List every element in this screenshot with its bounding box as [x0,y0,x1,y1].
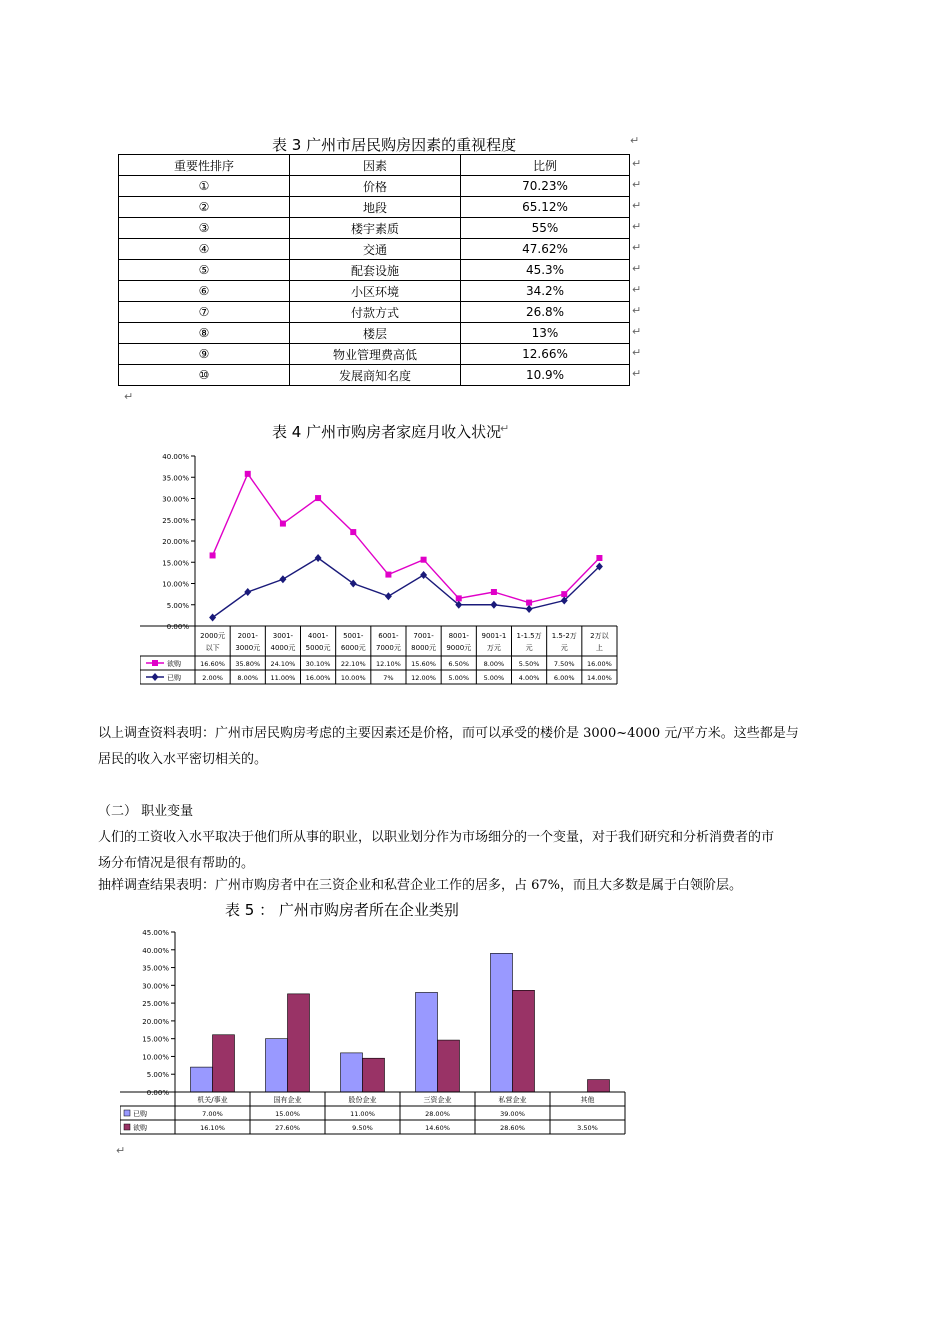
x-tick-label: 万元 [486,644,501,652]
legend-label: 已购 [167,674,181,682]
y-tick-label: 20.00% [162,538,189,546]
table-row [119,365,630,386]
y-tick-label: 35.00% [142,964,169,973]
data-label: 27.60% [275,1124,300,1132]
data-label: 15.60% [411,660,436,668]
table-cell: 配套设施 [290,260,461,281]
x-tick-label: 5000元 [305,644,331,652]
data-label: 28.60% [500,1124,525,1132]
legend-label: 已购 [133,1110,147,1118]
table-row [119,323,630,344]
legend-label: 欲购 [167,660,181,668]
x-tick-label: 3001- [272,632,294,640]
table-cell: 47.62% [461,239,630,260]
y-tick-label: 45.00% [142,929,169,937]
row-end-mark-icon: ↵ [632,346,642,359]
y-tick-label: 0.00% [146,1089,169,1097]
x-tick-label: 私营企业 [498,1096,527,1104]
table-header-cell: 重要性排序 [119,155,290,176]
data-label: 5.00% [483,674,505,682]
table-cell: 65.12% [461,197,630,218]
bar [213,1035,235,1092]
data-label: 7.50% [553,660,575,668]
x-tick-label: 2万以 [590,632,609,640]
table-cell: 发展商知名度 [290,365,461,386]
data-label: 35.80% [235,660,261,668]
bar [588,1080,610,1092]
table-row [119,260,630,281]
bar [363,1058,385,1092]
table3-caption: 表 3 广州市居民购房因素的重视程度 [272,136,517,154]
data-label: 8.00% [483,660,505,668]
data-label: 3.50% [577,1124,598,1132]
bar [491,953,513,1092]
x-tick-label: 3000元 [235,644,261,652]
table-row [119,176,630,197]
data-label: 16.00% [587,660,612,668]
table-cell: ⑦ [119,302,290,323]
y-tick-label: 5.00% [166,601,189,610]
paragraph-occupation-line1: 人们的工资收入水平取决于他们所从事的职业，以职业划分作为市场细分的一个变量，对于我们研究和分析消费者的市 [98,830,775,845]
row-end-mark-icon: ↵ [632,283,642,296]
table-cell: 12.66% [461,344,630,365]
x-tick-label: 上 [595,644,603,652]
x-tick-label: 以下 [205,644,220,652]
table-cell: 55% [461,218,630,239]
data-label: 28.00% [425,1110,450,1118]
data-point [350,529,356,535]
bar [288,994,310,1092]
data-point [245,471,251,477]
paragraph-summary-line1: 以上调查资料表明：广州市居民购房考虑的主要因素还是价格，而可以承受的楼价是 3000~4000 元/平方米。这些都是与 [98,726,799,741]
x-tick-label: 1-1.5万 [516,632,542,640]
data-label: 10.00% [340,674,366,682]
paragraph-occupation-line2: 场分布情况是很有帮助的。 [98,856,255,871]
y-tick-label: 40.00% [162,453,189,461]
table-cell: ⑨ [119,344,290,365]
data-point [491,589,497,595]
data-point [244,588,251,596]
y-tick-label: 40.00% [142,946,169,955]
legend-key [124,1124,130,1130]
x-tick-label: 国有企业 [273,1096,302,1104]
paragraph-sampling: 抽样调查结果表明：广州市购房者中在三资企业和私营企业工作的居多，占 67%，而且大多数是属于白领阶层。 [98,878,743,893]
legend-key [124,1110,130,1116]
table-cell: 70.23% [461,176,630,197]
data-point [279,575,286,583]
table-cell: 交通 [290,239,461,260]
y-tick-label: 10.00% [162,580,189,589]
x-tick-label: 4000元 [270,644,296,652]
y-tick-label: 25.00% [142,1000,169,1009]
row-end-mark-icon: ↵ [632,241,642,254]
data-point [456,595,462,601]
bar [438,1040,460,1092]
data-label: 2.00% [202,674,223,682]
row-end-mark-icon: ↵ [632,367,642,380]
paragraph-summary-line2: 居民的收入水平密切相关的。 [98,752,268,767]
row-end-mark-icon: ↵ [632,157,642,170]
x-tick-label: 9000元 [446,644,472,652]
y-tick-label: 0.00% [166,623,189,631]
data-point [315,495,321,501]
data-label: 16.00% [305,674,331,682]
data-point [385,592,392,600]
table-cell: 34.2% [461,281,630,302]
data-point [526,605,533,613]
x-tick-label: 2000元 [200,632,225,640]
table-header-row [119,155,630,176]
data-point [561,591,567,597]
y-tick-label: 30.00% [142,982,169,991]
data-label: 16.60% [200,660,225,668]
row-end-mark-icon: ↵ [632,199,642,212]
y-tick-label: 30.00% [162,495,189,504]
x-tick-label: 元 [560,644,568,652]
x-tick-label: 5001- [343,632,364,640]
x-tick-label: 元 [525,644,533,652]
x-tick-label: 8000元 [411,644,436,652]
y-tick-label: 10.00% [142,1053,169,1062]
table-cell: ⑤ [119,260,290,281]
x-tick-label: 9001-1 [481,632,507,640]
bar [266,1039,288,1092]
table-cell: ① [119,176,290,197]
legend-marker [152,660,158,666]
row-end-mark-icon: ↵ [632,262,642,275]
data-label: 14.00% [587,674,612,682]
table-row [119,281,630,302]
data-point [596,555,602,561]
table-cell: ⑧ [119,323,290,344]
paragraph-mark-icon: ↵ [630,134,640,147]
table-cell: 45.3% [461,260,630,281]
income-line-chart [140,444,620,694]
chart4-caption: 表 4 广州市购房者家庭月收入状况 [272,423,502,441]
x-tick-label: 1.5-2万 [551,632,577,640]
data-label: 16.10% [200,1124,225,1132]
x-tick-label: 7000元 [376,644,401,652]
x-tick-label: 6001- [378,632,399,640]
table-row [119,344,630,365]
table-cell: 物业管理费高低 [290,344,461,365]
table-cell: 13% [461,323,630,344]
table-header-cell: 比例 [461,155,630,176]
data-label: 11.00% [270,674,296,682]
data-label: 11.00% [350,1110,375,1118]
data-point [210,552,216,558]
y-tick-label: 35.00% [162,474,189,483]
y-tick-label: 15.00% [162,559,189,568]
table-row [119,218,630,239]
y-tick-label: 25.00% [162,516,189,525]
data-label: 5.50% [518,660,540,668]
data-label: 9.50% [352,1124,373,1132]
chart5-caption: 表 5 ： 广州市购房者所在企业类别 [225,901,459,919]
enterprise-bar-chart [120,922,630,1140]
x-tick-label: 其他 [580,1096,595,1104]
x-tick-label: 2001- [237,632,258,640]
row-end-mark-icon: ↵ [632,304,642,317]
table-header-cell: 因素 [290,155,461,176]
data-label: 6.00% [553,674,575,682]
data-point [350,580,357,588]
data-label: 12.00% [411,674,436,682]
x-tick-label: 7001- [413,632,434,640]
table-cell: ③ [119,218,290,239]
bar [341,1053,363,1092]
table-cell: 小区环境 [290,281,461,302]
data-point [280,521,286,527]
data-label: 14.60% [425,1124,450,1132]
legend-label: 欲购 [133,1124,147,1132]
table-row [119,239,630,260]
table-cell: 26.8% [461,302,630,323]
bar [513,990,535,1092]
x-tick-label: 8001- [448,632,469,640]
x-tick-label: 机关/事业 [197,1096,228,1104]
section-title: （二） 职业变量 [98,804,194,819]
x-tick-label: 6000元 [340,644,366,652]
row-end-mark-icon: ↵ [632,325,642,338]
table-cell: 10.9% [461,365,630,386]
data-label: 30.10% [305,660,331,668]
y-tick-label: 20.00% [142,1017,169,1026]
data-point [526,600,532,606]
table-cell: 地段 [290,197,461,218]
table-cell: ⑥ [119,281,290,302]
table-cell: 楼宇素质 [290,218,461,239]
x-tick-label: 4001- [307,632,329,640]
x-tick-label: 股份企业 [348,1096,377,1104]
data-label: 22.10% [340,660,366,668]
table-row [119,302,630,323]
data-label: 7% [383,674,394,682]
table-cell: 付款方式 [290,302,461,323]
table-cell: ② [119,197,290,218]
row-end-mark-icon: ↵ [632,220,642,233]
bar [416,992,438,1092]
data-label: 15.00% [275,1110,300,1118]
table-cell: ④ [119,239,290,260]
legend-marker [152,673,159,681]
data-point [209,614,216,622]
data-label: 4.00% [518,674,540,682]
data-label: 12.10% [376,660,401,668]
data-point [490,601,497,609]
data-label: 8.00% [237,674,259,682]
data-label: 39.00% [500,1110,525,1118]
table-cell: 楼层 [290,323,461,344]
paragraph-mark-icon: ↵ [500,422,510,435]
data-point [421,557,427,563]
y-tick-label: 5.00% [146,1071,169,1080]
data-point [385,572,391,578]
paragraph-mark-icon: ↵ [116,1144,126,1157]
table-row [119,197,630,218]
y-tick-label: 15.00% [142,1035,169,1044]
data-label: 7.00% [202,1110,223,1118]
x-tick-label: 三资企业 [423,1096,452,1104]
table-cell: ⑩ [119,365,290,386]
data-point [315,554,322,562]
bar [191,1067,213,1092]
paragraph-mark-icon: ↵ [124,390,134,403]
importance-table [118,154,630,386]
row-end-mark-icon: ↵ [632,178,642,191]
table-cell: 价格 [290,176,461,197]
data-label: 6.50% [448,660,470,668]
data-label: 5.00% [448,674,470,682]
data-label: 24.10% [270,660,296,668]
